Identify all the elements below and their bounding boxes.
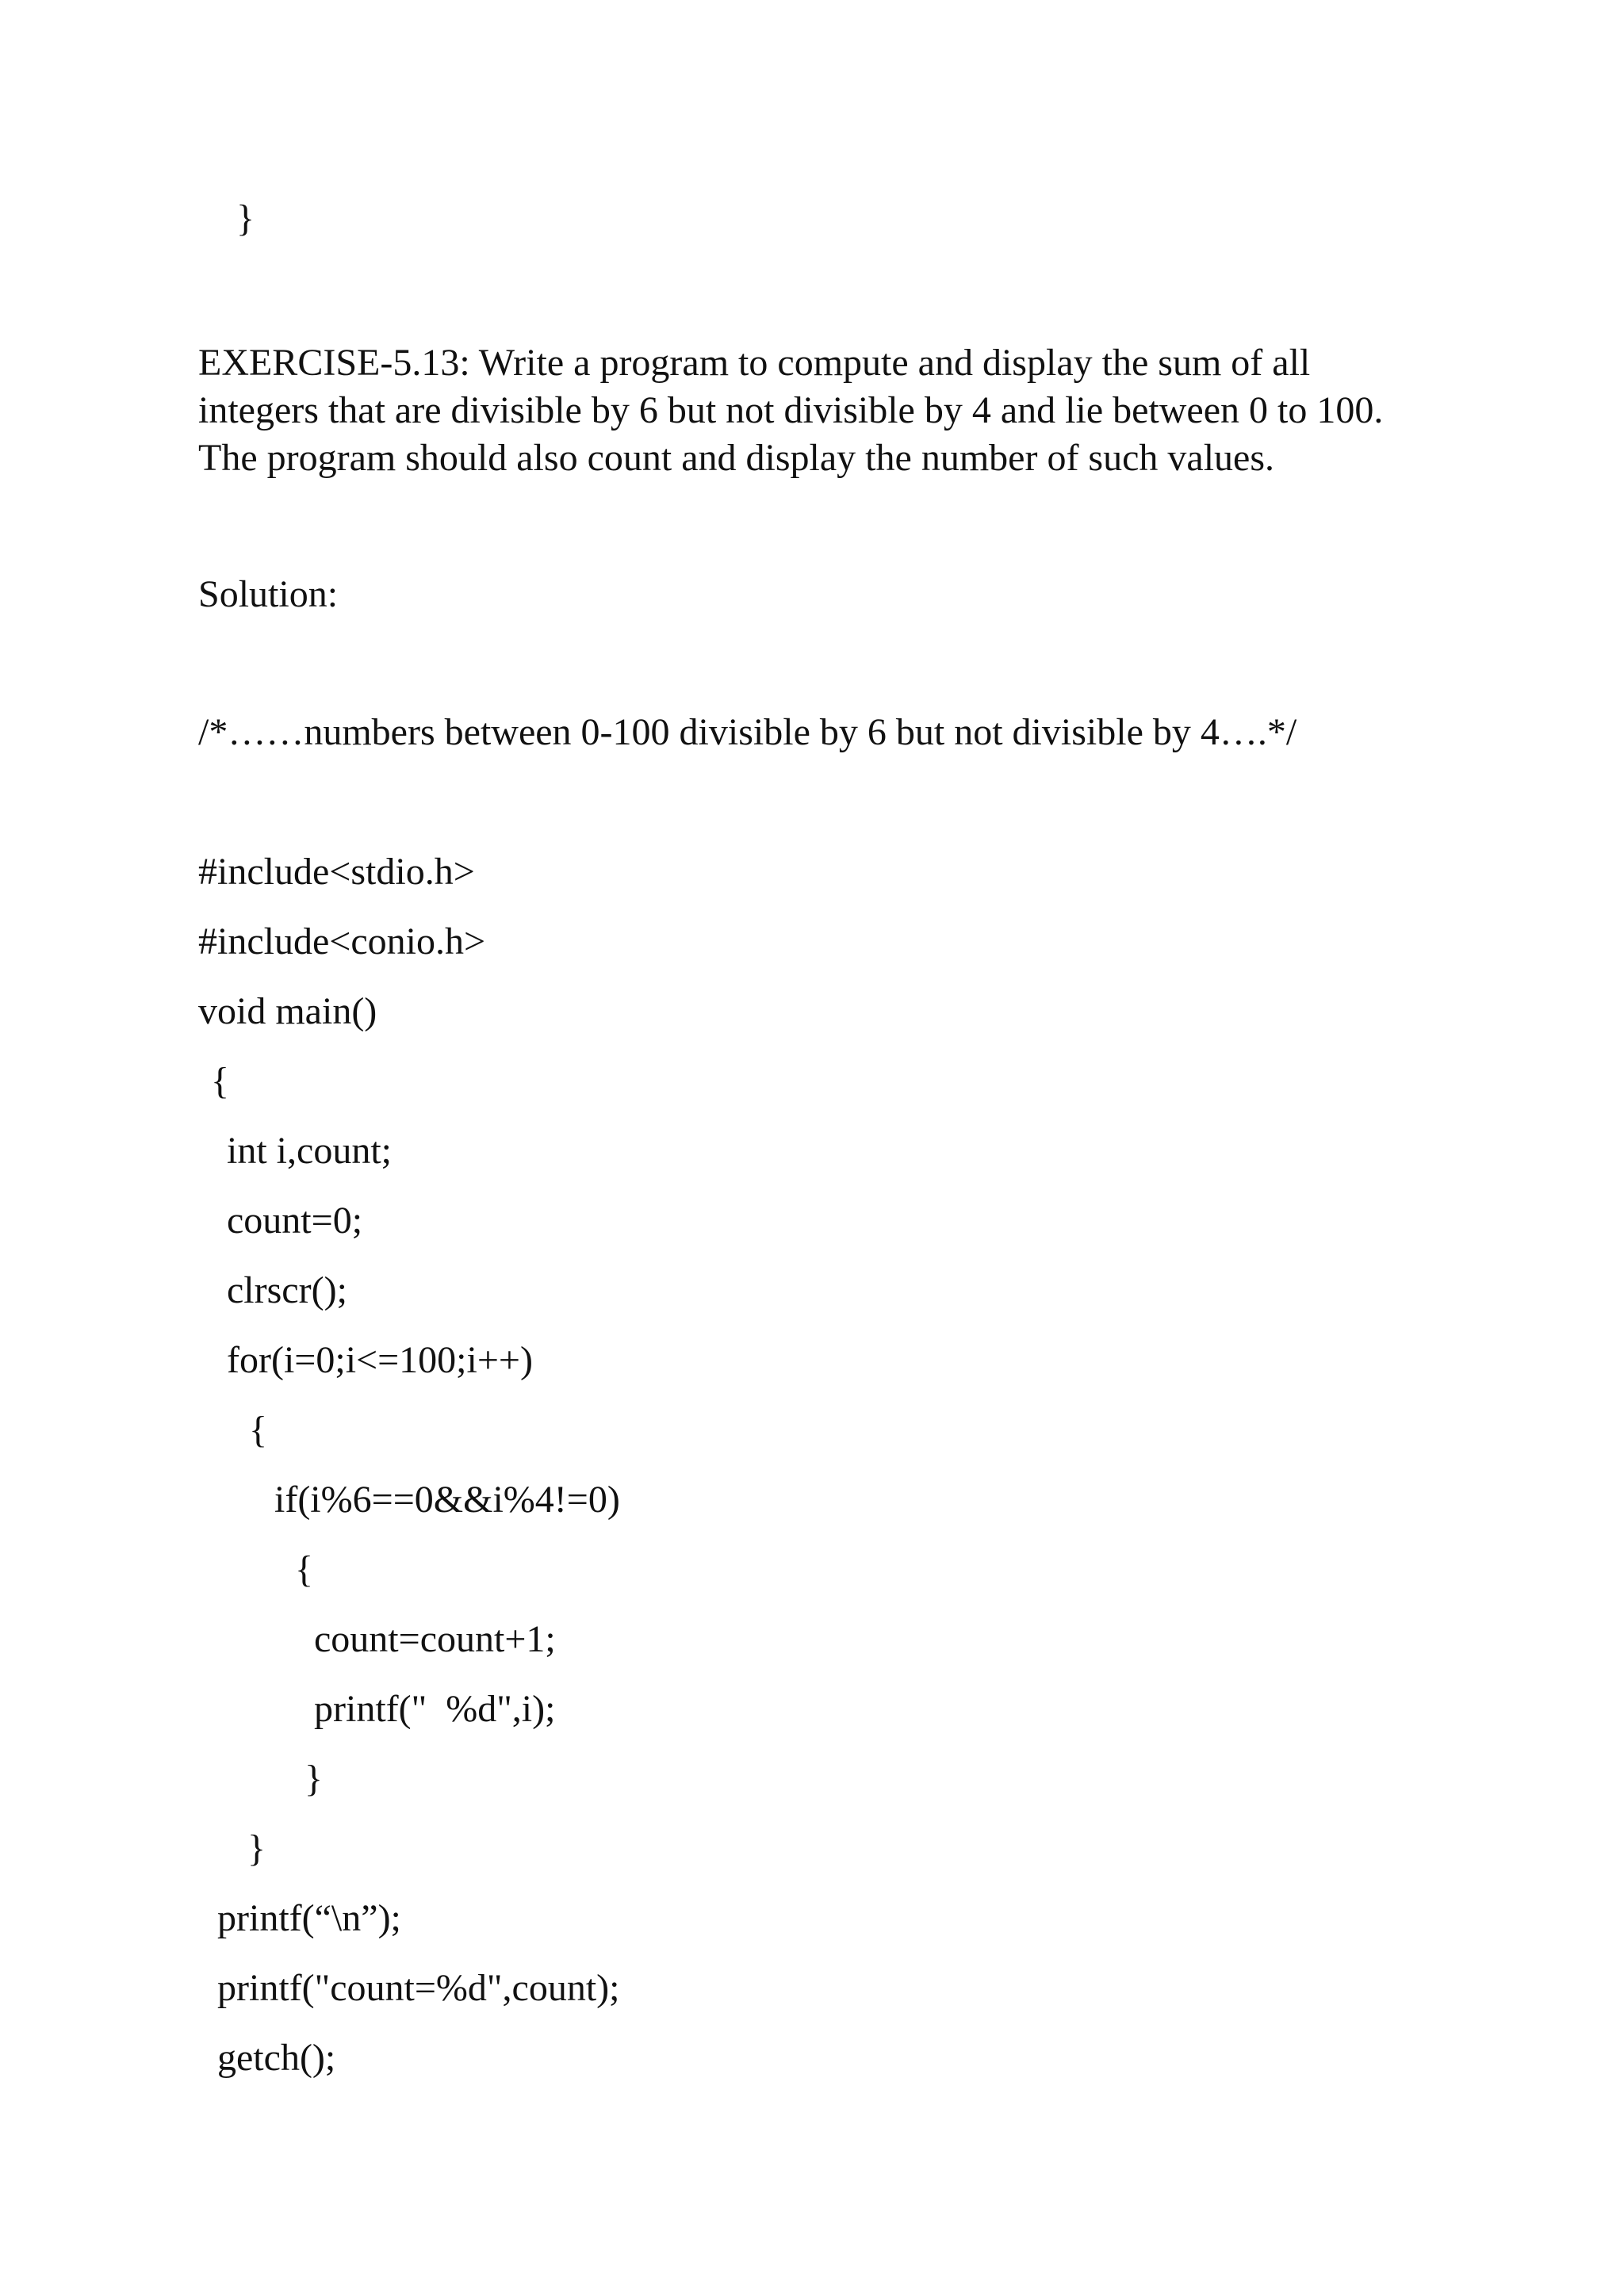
code-line-declaration: int i,count;: [227, 1130, 392, 1172]
code-comment: /*……numbers between 0-100 divisible by 6 but not divisible by 4….*/: [198, 711, 1297, 753]
code-line-increment: count=count+1;: [314, 1618, 556, 1660]
code-line-include-stdio: #include<stdio.h>: [198, 851, 475, 893]
code-line-clrscr: clrscr();: [227, 1269, 347, 1311]
code-line-if-condition: if(i%6==0&&i%4!=0): [274, 1479, 620, 1521]
code-line-getch: getch();: [217, 2037, 336, 2079]
code-line-for-loop: for(i=0;i<=100;i++): [227, 1339, 533, 1381]
exercise-line: integers that are divisible by 6 but not divisible by 4 and lie between 0 to 100.: [198, 389, 1384, 431]
code-line-print-count: printf("count=%d",count);: [217, 1967, 620, 2009]
exercise-statement: [198, 339, 1435, 482]
code-line-open-main: {: [211, 1060, 230, 1102]
code-line-init: count=0;: [227, 1200, 363, 1242]
code-line-print-i: printf(" %d",i);: [314, 1688, 556, 1730]
code-line-close-for: }: [247, 1827, 266, 1869]
code-line-close-if: }: [304, 1758, 324, 1800]
code-closing-brace-top: }: [236, 197, 255, 239]
solution-label: Solution:: [198, 573, 339, 615]
code-line-open-for: {: [249, 1409, 268, 1451]
code-line-include-conio: #include<conio.h>: [198, 920, 486, 962]
code-line-main-signature: void main(): [198, 990, 377, 1032]
code-line-open-if: {: [295, 1548, 314, 1590]
code-line-print-newline: printf(“\n”);: [217, 1897, 401, 1939]
exercise-line: EXERCISE-5.13: Write a program to compute and display the sum of all: [198, 342, 1311, 384]
exercise-line: The program should also count and display the number of such values.: [198, 437, 1275, 479]
